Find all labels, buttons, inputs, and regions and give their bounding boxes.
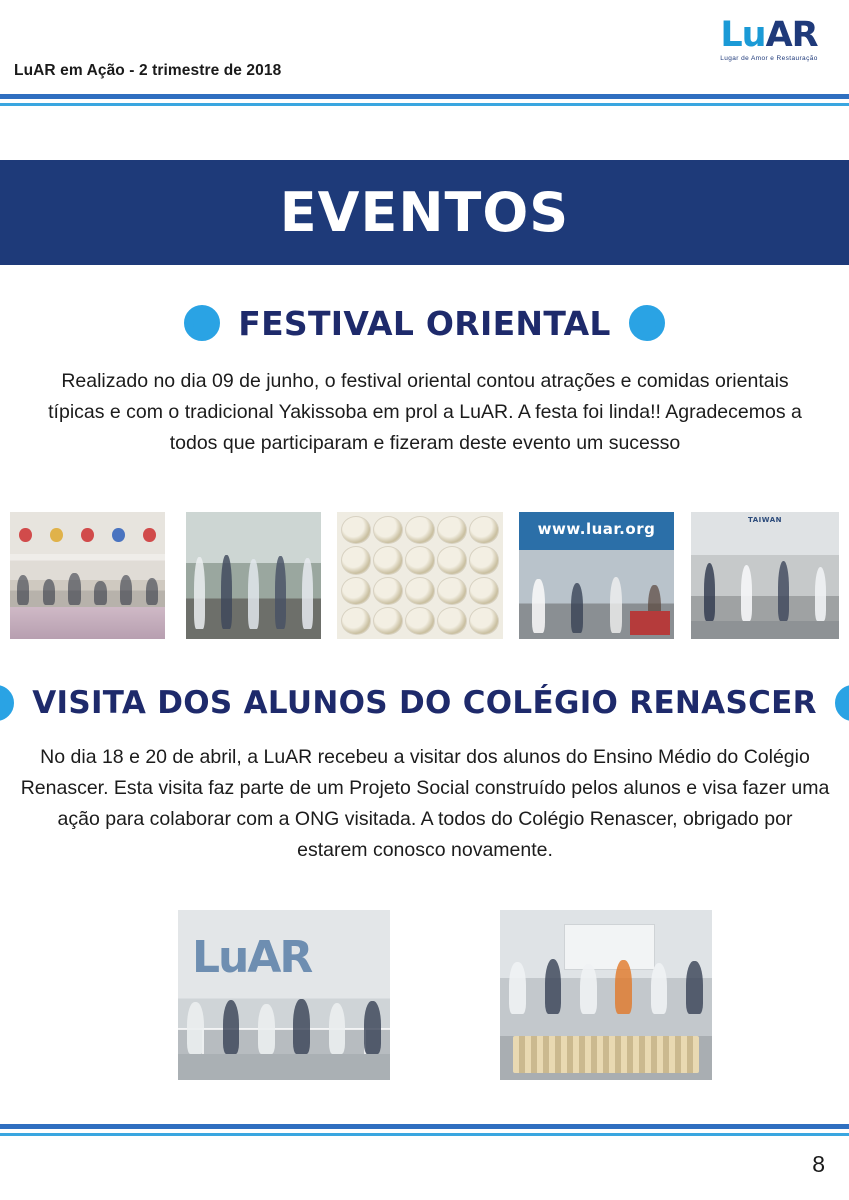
footer-rule-thick xyxy=(0,1124,849,1129)
logo-wordmark xyxy=(709,15,829,55)
photo-strip-festival xyxy=(10,512,839,639)
photo-strip-renascer xyxy=(178,910,712,1080)
photo-festival-yakissoba-bowls xyxy=(337,512,503,639)
logo-word-ar: AR xyxy=(765,15,818,55)
footer-rule-thin xyxy=(0,1133,849,1136)
header-rule-thick xyxy=(0,94,849,99)
page-header xyxy=(0,0,849,112)
photo-festival-kitchen-service xyxy=(691,512,839,639)
circle-bullet-icon xyxy=(830,680,849,726)
section-paragraph-festival: Realizado no dia 09 de junho, o festival oriental contou atrações e comidas orientais típicas e com o tradicional Yakissoba em prol a LuAR. A festa foi linda!! Agradecemos a todos que participaram e fizeram deste evento um sucesso xyxy=(48,370,802,454)
table-cloth xyxy=(513,1036,700,1073)
header-title: LuAR em Ação - 2 trimestre de 2018 xyxy=(14,62,282,79)
section-heading-festival xyxy=(0,300,849,346)
circle-bullet-icon xyxy=(0,680,19,726)
section-heading-renascer xyxy=(0,680,849,726)
photo-festival-luar-banner-stand xyxy=(519,512,674,639)
header-rule-thin xyxy=(0,103,849,106)
section-title-festival: FESTIVAL ORIENTAL xyxy=(238,303,611,343)
circle-bullet-icon xyxy=(624,300,670,346)
photo-festival-volunteers-outdoors xyxy=(186,512,321,639)
section-paragraph-renascer: No dia 18 e 20 de abril, a LuAR recebeu a visitar dos alunos do Ensino Médio do Colégio Renascer. Esta visita faz parte de um Projeto Social construído pelos alunos e visa fazer uma ação para colaborar com a ONG visitada. A todos do Colégio Renascer, obrigado por estarem conosco novamente. xyxy=(20,746,830,861)
photo-festival-decorated-hall xyxy=(10,512,165,639)
circle-bullet-icon xyxy=(179,300,225,346)
luar-logo xyxy=(709,15,829,63)
events-title-band xyxy=(0,160,849,265)
wall-luar-logo: LuAR xyxy=(192,932,312,983)
events-title: EVENTOS xyxy=(279,181,570,244)
bowls-grid xyxy=(337,512,503,639)
photo-renascer-group-classroom xyxy=(500,910,712,1080)
banner-caption: www.luar.org xyxy=(537,520,656,538)
photo-renascer-group-gym xyxy=(178,910,390,1080)
section-title-renascer: VISITA DOS ALUNOS DO COLÉGIO RENASCER xyxy=(32,685,817,721)
stand-caption: TAIWAN xyxy=(748,516,782,524)
logo-word-lu: Lu xyxy=(720,15,766,55)
page-number: 8 xyxy=(812,1151,825,1177)
logo-tagline: Lugar de Amor e Restauração xyxy=(720,55,818,62)
